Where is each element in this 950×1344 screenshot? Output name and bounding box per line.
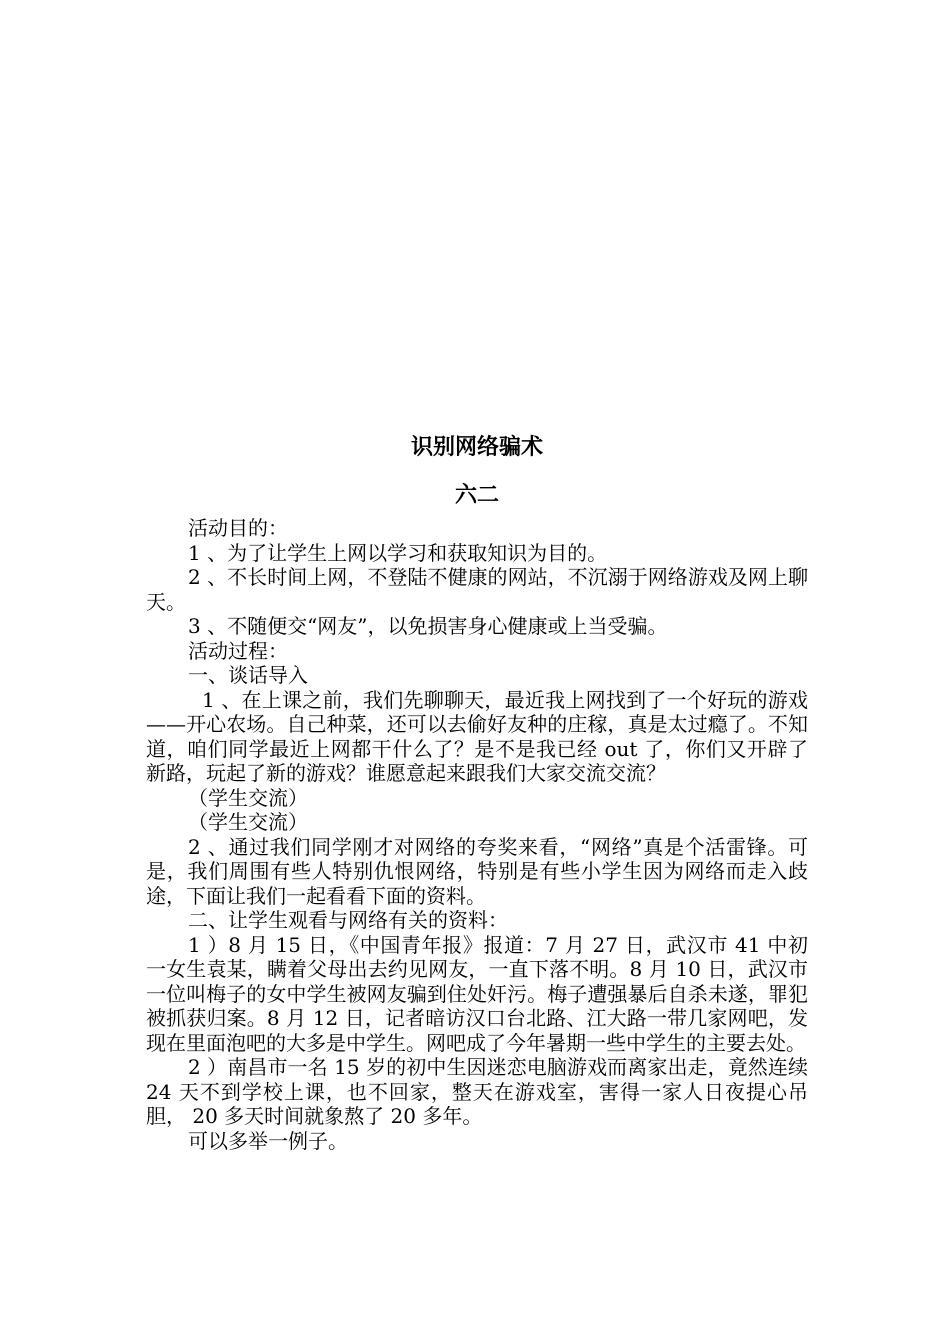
document-title: 识别网络骗术 xyxy=(410,435,543,460)
paragraph-student-exchange-2: （学生交流） xyxy=(188,810,308,834)
paragraph-section-1-heading: 一、谈话导入 xyxy=(188,663,308,687)
document-subtitle: 六二 xyxy=(454,483,499,508)
paragraph-purpose-2: 2 、不长时间上网，不登陆不健康的网站，不沉溺于网络游戏及网上聊天。 xyxy=(146,565,808,614)
paragraph-process-heading: 活动过程： xyxy=(188,638,288,663)
paragraph-more-examples: 可以多举一例子。 xyxy=(188,1128,348,1153)
paragraph-purpose-heading: 活动目的： xyxy=(188,516,288,540)
paragraph-section-1-item-2: 2 、通过我们同学刚才对网络的夸奖来看，“网络”真是个活雷锋。可是，我们周围有些人特别仇恨网络，特别是有些小学生因为网络而走入歧途，下面让我们一起看看下面的资料。 xyxy=(146,834,808,908)
paragraph-section-1-item-1: 1 、在上课之前，我们先聊聊天，最近我上网找到了一个好玩的游戏——开心农场。自己种菜，还可以去偷好友种的庄稼，真是太过瘾了。不知道，咱们同学最近上网都干什么了？是不是我已经 out 了，你们又开辟了新路，玩起了新的游戏？谁愿意起来跟我们大家交流交流？ xyxy=(146,687,808,785)
paragraph-material-1: 1 ）8 月 15 日，《中国青年报》报道：7 月 27 日，武汉市 41 中初一女生袁某，瞒着父母出去约见网友，一直下落不明。8 月 10 日，武汉市一位叫梅子的女中学生被网友骗到住处奸污。梅子遭强暴后自杀未遂，罪犯被抓获归案。8 月 12 日，记者暗访汉口台北路、江大路一带几家网吧，发现在里面泡吧的大多是中学生。网吧成了今年暑期一些中学生的主要去处。 xyxy=(146,932,808,1055)
paragraph-material-2: 2 ）南昌市一名 15 岁的初中生因迷恋电脑游戏而离家出走，竟然连续 24 天不到学校上课，也不回家，整天在游戏室，害得一家人日夜提心吊胆， 20 多天时间就象熬了 20 多年。 xyxy=(146,1055,808,1128)
paragraph-purpose-1: 1 、为了让学生上网以学习和获取知识为目的。 xyxy=(188,540,608,565)
paragraph-section-2-heading: 二、让学生观看与网络有关的资料： xyxy=(188,908,508,932)
paragraph-student-exchange-1: （学生交流） xyxy=(188,785,308,810)
paragraph-purpose-3: 3 、不随便交“网友”，以免损害身心健康或上当受骗。 xyxy=(188,614,668,638)
document-body xyxy=(146,428,808,1153)
